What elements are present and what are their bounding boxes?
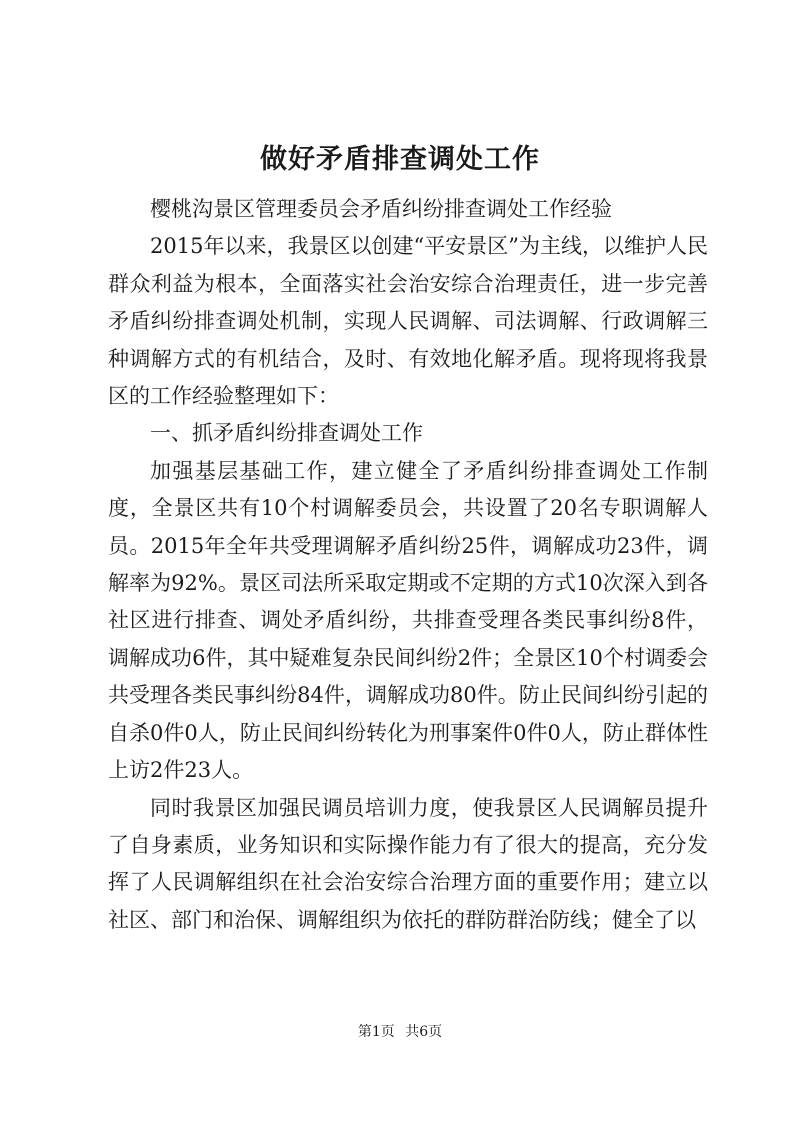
body-paragraph: 同时我景区加强民调员培训力度，使我景区人民调解员提升了自身素质，业务知识和实际操作能力有了很大的提高，充分发挥了人民调解组织在社会治安综合治理方面的重要作用；建立以社区、部门和治保、调解组织为依托的群防群治防线；健全了以: [108, 795, 708, 932]
document-body: [108, 191, 708, 939]
section-heading: 一、抓矛盾纠纷排查调处工作: [150, 421, 423, 446]
page-footer: [0, 1022, 800, 1042]
page-number: 第1页: [357, 1024, 395, 1040]
page-total: 共6页: [405, 1024, 443, 1040]
body-paragraph: 加强基层基础工作，建立健全了矛盾纠纷排查调处工作制度，全景区共有10个村调解委员会，共设置了20名专职调解人员。2015年全年共受理调解矛盾纠纷25件，调解成功23件，调解率为92%。景区司法所采取定期或不定期的方式10次深入到各社区进行排查、调处矛盾纠纷，共排查受理各类民事纠纷8件，调解成功6件，其中疑难复杂民间纠纷2件；全景区10个村调委会共受理各类民事纠纷84件，调解成功80件。防止民间纠纷引起的自杀0件0人，防止民间纠纷转化为刑事案件0件0人，防止群体性上访2件23人。: [108, 458, 708, 783]
intro-paragraph: 2015年以来，我景区以创建“平安景区”为主线，以维护人民群众利益为根本，全面落实社会治安综合治理责任，进一步完善矛盾纠纷排查调处机制，实现人民调解、司法调解、行政调解三种调解方式的有机结合，及时、有效地化解矛盾。现将现将我景区的工作经验整理如下：: [108, 234, 708, 409]
subtitle-paragraph: 樱桃沟景区管理委员会矛盾纠纷排查调处工作经验: [150, 197, 612, 221]
document-title: 做好矛盾排查调处工作: [260, 144, 540, 175]
